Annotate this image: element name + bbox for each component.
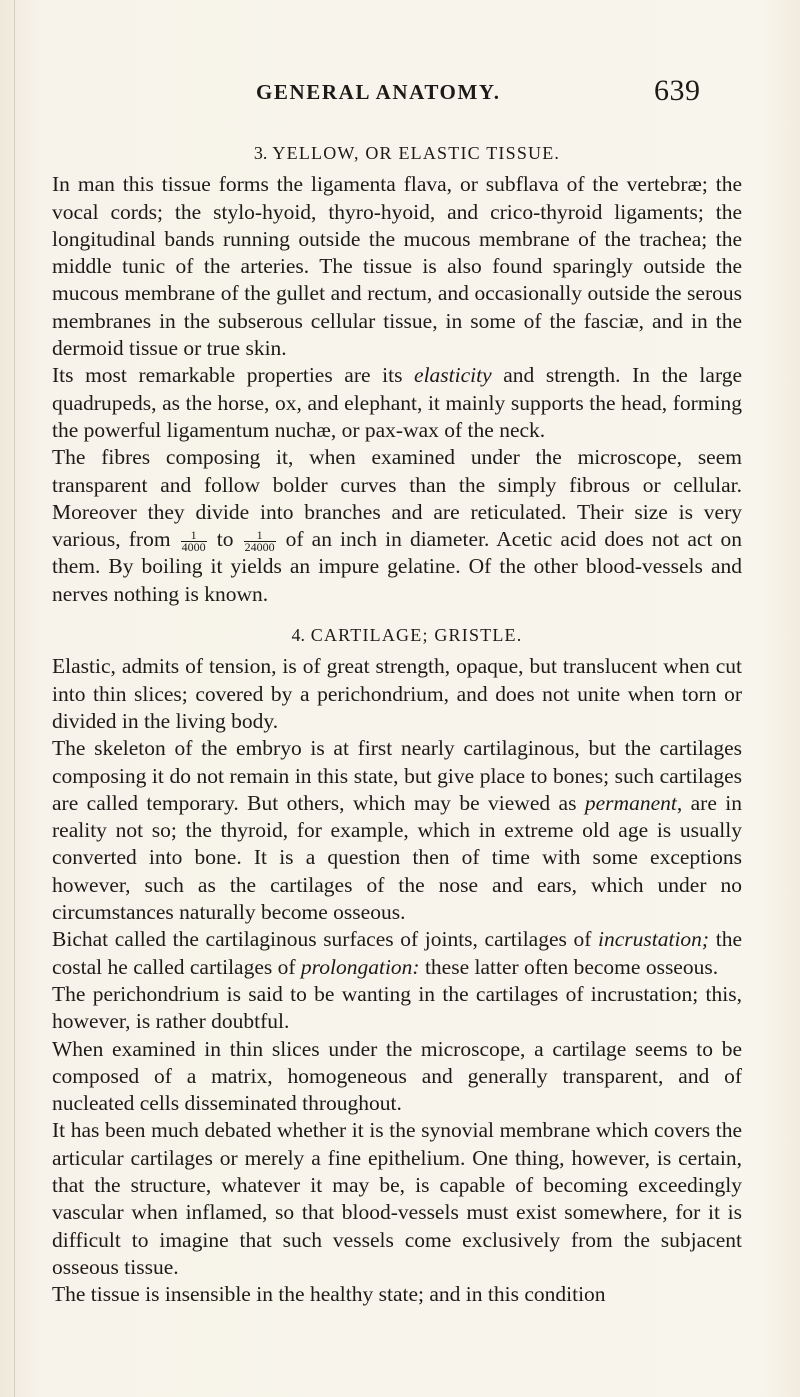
section-number: 3.	[253, 143, 268, 163]
paragraph	[52, 444, 742, 608]
emphasis: prolongation:	[300, 954, 420, 979]
binding-edge	[14, 0, 15, 1397]
fraction-numerator: 1	[181, 530, 207, 542]
section-title: CARTILAGE; GRISTLE.	[310, 625, 523, 646]
running-title: GENERAL ANATOMY.	[256, 80, 501, 104]
text-run: of an inch in diameter. Acetic acid does not act on them. By boiling it yields an impure gelatine. Of the other blood-vessels and nerves nothing is known.	[52, 527, 743, 606]
paragraph	[52, 362, 742, 444]
running-head	[0, 74, 800, 114]
paragraph: It has been much debated whether it is the synovial membrane which covers the articular cartilages or merely a fine epithelium. One thing, however, is certain, that the structure, whatever it may be, is capable of becoming exceedingly vascular when inflamed, so that blood-vessels must exist somewhere, for it is difficult to imagine that such vessels come exclusively from the subjacent osseous tissue.	[52, 1118, 742, 1279]
section-title: YELLOW, OR ELASTIC TISSUE.	[272, 143, 561, 163]
fraction	[244, 527, 276, 554]
section-heading-4	[52, 622, 742, 649]
paragraph: When examined in thin slices under the microscope, a cartilage seems to be composed of a matrix, homogeneous and generally transparent, and of nucleated cells disseminated throughout.	[52, 1036, 742, 1116]
text-run: Its most remarkable properties are its	[52, 363, 403, 388]
text-run: The fibres composing it, when examined under the microscope, seem transparent and follow bolder curves than the simply fibrous or cellular. Moreover they divide into branches and are reticulated. Their size is very various, from	[52, 445, 742, 552]
emphasis: permanent	[584, 790, 677, 815]
paragraph	[52, 735, 742, 926]
fraction	[181, 527, 207, 554]
section-gap	[52, 608, 742, 622]
paragraph: In man this tissue forms the ligamenta flava, or subflava of the vertebræ; the vocal cords; the stylo-hyoid, thyro-hyoid, and crico-thyroid ligaments; the longitudinal bands running outside the mucous membrane of the trachea; the middle tunic of the arteries. The tissue is also found sparingly outside the mucous membrane of the gullet and rectum, and occasionally outside the serous membranes in the subserous cellular tissue, in some of the fasciæ, and in the dermoid tissue or true skin.	[52, 172, 742, 361]
paragraph	[52, 926, 742, 981]
text-run: The skeleton of the embryo is at first nearly cartilaginous, but the cartilages composing it do not remain in this state, but give place to bones; such cartilages are called temporary. But others, which may be viewed as	[52, 736, 742, 815]
text-run: these latter often become osseous.	[424, 954, 719, 979]
paragraph: The perichondrium is said to be wanting in the cartilages of incrustation; this, however, is rather doubtful.	[52, 981, 742, 1034]
fraction-denominator: 4000	[181, 539, 206, 554]
text-run: Bichat called the cartilaginous surfaces of joints, cartilages of	[52, 927, 592, 952]
page-number: 639	[654, 74, 701, 107]
section-heading-3	[52, 140, 742, 167]
text-run: and strength. In the large quadrupeds, as the horse, ox, and elephant, it mainly supports the head, forming the powerful ligamentum nuchæ, or pax-wax of the neck.	[52, 363, 743, 442]
fraction-numerator: 1	[244, 530, 276, 542]
section-number: 4.	[291, 625, 306, 646]
text-run: , are in reality not so; the thyroid, for example, which in extreme old age is usually converted into bone. It is a question then of time with some exceptions however, such as the cartilages of the nose and ears, which under no circumstances naturally become osseous.	[52, 790, 743, 925]
text-run: to	[216, 527, 234, 552]
text-run: the costal he called cartilages of	[52, 927, 742, 979]
paragraph: The tissue is insensible in the healthy state; and in this condition	[52, 1282, 606, 1307]
fraction-denominator: 24000	[244, 539, 275, 554]
body-text	[52, 140, 742, 1308]
emphasis: elasticity	[414, 363, 492, 388]
paragraph: Elastic, admits of tension, is of great strength, opaque, but translucent when cut into thin slices; covered by a perichondrium, and does not unite when torn or divided in the living body.	[52, 654, 742, 733]
emphasis: incrustation;	[598, 927, 710, 952]
